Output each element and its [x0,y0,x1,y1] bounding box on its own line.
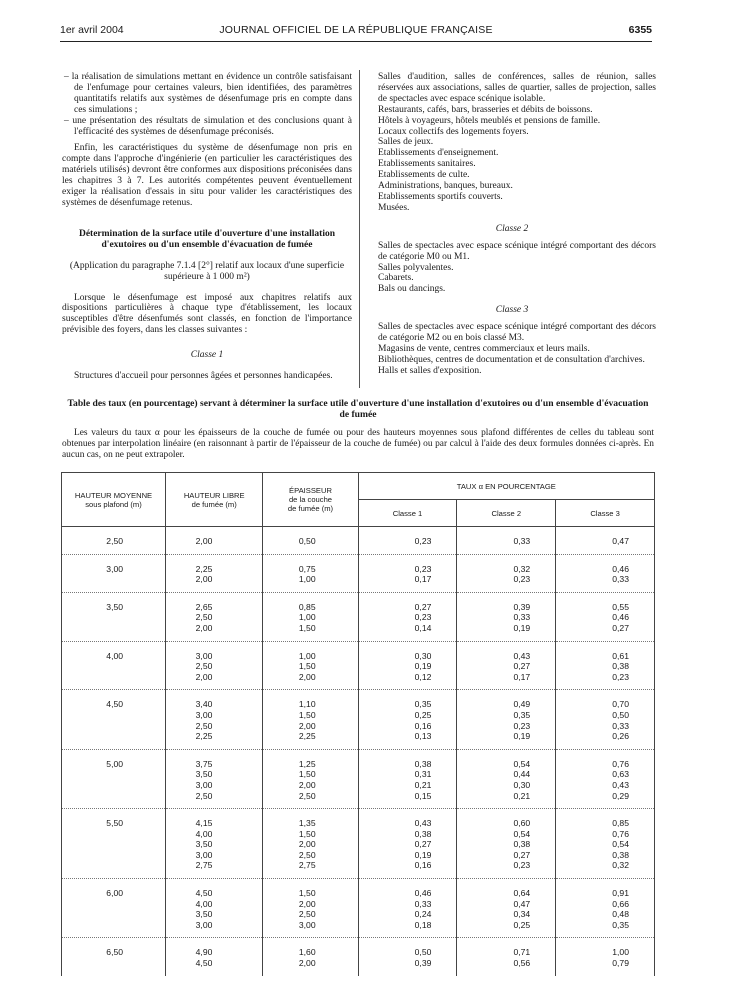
cell-value: 0,38 [414,828,432,839]
cell-value: 0,47 [513,898,531,909]
cell-classe1 [358,641,457,690]
cell-value: 0,63 [612,769,629,780]
cell-epaisseur [263,690,358,749]
cell-hauteur-libre [166,938,263,976]
cell-value: 4,00 [195,828,213,839]
cell-value: 4,50 [195,888,213,899]
table-body [62,527,655,976]
cell-hauteur-libre [166,690,263,749]
cell-value: 2,25 [195,731,213,742]
cell-value: 2,25 [195,563,213,574]
cell-value: 1,10 [298,699,316,710]
list-item: Halls et salles d'exposition. [378,365,482,376]
table-intro: Les valeurs du taux α pour les épaisseurs de la couche de fumée ou pour des hauteurs moyennes sous plafond différentes de celles du tableau sont obtenues par interpolation linéaire (en raisonnant à partir de l'épaisseur de la couche de fumée) ou par calcul à l'aide des deux formules données ci-après. En aucun cas, on ne peut extrapoler. [62,428,654,460]
list-item: Locaux collectifs des logements foyers. [378,126,529,137]
cell-value: 1,50 [298,661,316,672]
list-item: Restaurants, cafés, bars, brasseries et débits de boissons. [378,104,593,115]
cell-value: 0,23 [414,536,432,546]
cell-value: 0,17 [414,574,432,585]
cell-classe1 [358,554,457,592]
cell-hauteur-moyenne [62,809,166,879]
classe1-text: Structures d'accueil pour personnes âgées et personnes handicapées. [74,371,333,382]
cell-value: 0,27 [414,839,432,850]
cell-value: 0,46 [612,612,629,623]
cell-value: 6,00 [106,888,124,899]
table-row [62,879,655,938]
cell-value: 0,61 [612,650,629,661]
cell-value: 0,19 [513,622,531,633]
cell-hauteur-libre [166,592,263,641]
bullet-results: – une présentation des résultats de simulation et des conclusions quant à l'efficacité des systèmes de désenfumage préconisés. [64,115,352,137]
list-item: Etablissements sportifs couverts. [378,191,503,202]
cell-value: 0,35 [414,699,432,710]
list-item: Salles d'audition, salles de conférences, salles de réunion, salles réservées aux associations, salles de quartier, salles de projection, salles de spectacles avec espace scénique isolable. [378,72,656,104]
cell-classe1 [358,809,457,879]
cell-classe2 [457,879,556,938]
cell-classe1 [358,592,457,641]
cell-hauteur-libre [166,879,263,938]
cell-hauteur-libre [166,554,263,592]
cell-value: 0,38 [612,661,629,672]
classe1-list [368,72,656,214]
cell-hauteur-libre [166,749,263,808]
table-row [62,749,655,808]
cell-value: 2,00 [298,898,316,909]
cell-classe2 [457,641,556,690]
cell-value: 4,00 [106,650,124,661]
cell-value: 1,60 [298,947,316,958]
cell-value: 0,15 [414,790,432,801]
cell-epaisseur [263,809,358,879]
cell-value: 4,90 [195,947,213,958]
journal-title: JOURNAL OFFICIEL DE LA RÉPUBLIQUE FRANÇAISE [219,24,493,36]
cell-value: 2,50 [298,790,316,801]
cell-epaisseur [263,879,358,938]
cell-classe3 [556,749,655,808]
cell-value: 2,50 [195,790,213,801]
cell-value: 1,00 [298,650,316,661]
table-row [62,641,655,690]
cell-hauteur-libre [166,527,263,555]
cell-value: 0,43 [513,650,531,661]
cell-value: 0,12 [414,671,432,682]
cell-classe3 [556,554,655,592]
cell-value: 3,00 [195,709,213,720]
cell-value: 0,46 [612,563,629,574]
list-item: Salles de jeux. [378,137,434,148]
right-column [368,72,656,377]
cell-value: 0,33 [612,574,629,585]
cell-classe2 [457,690,556,749]
cell-classe1 [358,879,457,938]
cell-value: 0,32 [612,860,629,871]
cell-value: 0,21 [513,790,531,801]
cell-value: 4,00 [195,898,213,909]
cell-value: 0,35 [612,919,629,930]
cell-value: 2,50 [106,536,124,546]
issue-date: 1er avril 2004 [60,24,124,36]
list-item: Etablissements d'enseignement. [378,148,499,159]
bullet-simulations: – la réalisation de simulations mettant en évidence un contrôle satisfaisant de l'enfumage pour certaines valeurs, bien identifiées, des paramètres quantitatifs relatifs aux systèmes de désenfumage pris en compte dans ces simulations ; [64,72,352,115]
header-epaisseur: ÉPAISSEUR de la couche de fumée (m) [263,473,358,527]
cell-classe2 [457,749,556,808]
cell-value: 4,15 [195,818,213,829]
cell-value: 3,40 [195,699,213,710]
cell-value: 2,00 [195,622,213,633]
cell-value: 0,34 [513,909,531,920]
cell-value: 0,85 [298,601,316,612]
cell-value: 3,50 [106,601,124,612]
cell-value: 0,25 [414,709,432,720]
cell-value: 0,16 [414,720,432,731]
cell-value: 0,75 [298,563,316,574]
cell-value: 0,49 [513,699,531,710]
cell-value: 3,00 [106,563,124,574]
cell-value: 3,50 [195,769,213,780]
cell-value: 0,44 [513,769,531,780]
cell-value: 2,00 [298,720,316,731]
list-item: Salles de spectacles avec espace scénique intégré comportant des décors de catégorie M2 ou en bois classé M3. [378,322,656,344]
cell-value: 0,19 [414,661,432,672]
cell-value: 2,00 [195,536,213,546]
cell-classe1 [358,749,457,808]
cell-value: 2,00 [298,958,316,969]
cell-value: 0,16 [414,860,432,871]
cell-hauteur-moyenne [62,879,166,938]
cell-value: 1,50 [298,769,316,780]
cell-value: 0,79 [612,958,629,969]
cell-value: 0,39 [414,958,432,969]
cell-classe2 [457,554,556,592]
list-item: Cabarets. [378,273,414,284]
cell-epaisseur [263,749,358,808]
cell-hauteur-moyenne [62,592,166,641]
cell-value: 0,27 [414,601,432,612]
cell-classe3 [556,938,655,976]
cell-value: 0,70 [612,699,629,710]
cell-value: 2,75 [195,860,213,871]
table-title: Table des taux (en pourcentage) servant à déterminer la surface utile d'ouverture d'une installation d'exutoires ou d'un ensemble d'évacuation de fumée [67,398,649,420]
column-divider [359,70,360,388]
cell-hauteur-moyenne [62,749,166,808]
list-item: Administrations, banques, bureaux. [378,181,513,192]
cell-value: 0,38 [612,849,629,860]
page-header [60,24,652,42]
cell-classe3 [556,592,655,641]
cell-value: 0,31 [414,769,432,780]
header-classe3: Classe 3 [556,500,655,527]
cell-value: 1,50 [298,709,316,720]
cell-value: 0,32 [513,563,531,574]
classe2-list [368,241,656,296]
cell-epaisseur [263,554,358,592]
cell-value: 0,25 [513,919,531,930]
cell-value: 0,14 [414,622,432,633]
cell-value: 0,54 [513,828,531,839]
cell-hauteur-moyenne [62,938,166,976]
cell-epaisseur [263,527,358,555]
cell-value: 0,33 [513,612,531,623]
cell-epaisseur [263,938,358,976]
cell-value: 0,27 [513,661,531,672]
cell-value: 1,00 [298,574,316,585]
paragraph-caracteristiques: Enfin, les caractéristiques du système de désenfumage non pris en compte dans l'approche d'ingénierie (en particulier les caractéristiques des matériels utilisés) devront être conformes aux dispositions préconisées dans les chapitres 3 à 7. Les autorités compétentes peuvent éventuellement exiger la réalisation d'essais in situ pour valider les caractéristiques des systèmes de désenfumage retenus. [62,143,352,208]
cell-value: 0,23 [612,671,629,682]
cell-value: 0,56 [513,958,531,969]
cell-value: 0,85 [612,818,629,829]
left-column [62,72,352,382]
list-item: Musées. [378,202,410,213]
application-note: (Application du paragraphe 7.1.4 [2°] relatif aux locaux d'une superficie supérieure à 1 000 m²) [69,260,345,282]
cell-value: 4,50 [106,699,124,710]
table-row [62,938,655,976]
page-number: 6355 [628,24,652,36]
cell-epaisseur [263,592,358,641]
cell-value: 1,00 [612,947,629,958]
cell-value: 0,76 [612,758,629,769]
cell-value: 0,38 [513,839,531,850]
list-item: Salles polyvalentes. [378,262,454,273]
cell-value: 0,91 [612,888,629,899]
cell-value: 0,33 [612,720,629,731]
cell-value: 0,23 [513,574,531,585]
cell-value: 3,00 [195,650,213,661]
cell-value: 5,00 [106,758,124,769]
classe3-title: Classe 3 [495,305,529,316]
cell-value: 0,48 [612,909,629,920]
cell-value: 0,27 [612,622,629,633]
cell-classe3 [556,690,655,749]
cell-value: 0,60 [513,818,531,829]
cell-value: 0,35 [513,709,531,720]
cell-value: 0,23 [513,720,531,731]
cell-value: 3,50 [195,909,213,920]
cell-value: 2,75 [298,860,316,871]
cell-hauteur-moyenne [62,641,166,690]
cell-value: 1,35 [298,818,316,829]
header-taux: TAUX α EN POURCENTAGE [358,473,654,500]
cell-value: 0,71 [513,947,531,958]
header-rule [60,41,652,42]
header-hauteur-libre: HAUTEUR LIBRE de fumée (m) [166,473,263,527]
cell-value: 0,39 [513,601,531,612]
cell-classe2 [457,809,556,879]
table-row [62,809,655,879]
cell-value: 0,18 [414,919,432,930]
cell-value: 0,50 [612,709,629,720]
header-hauteur-moyenne: HAUTEUR MOYENNE sous plafond (m) [62,473,166,527]
cell-value: 0,38 [414,758,432,769]
header-classe1: Classe 1 [358,500,457,527]
cell-value: 0,47 [612,536,629,546]
cell-value: 0,23 [414,563,432,574]
list-item: Magasins de vente, centres commerciaux et leurs mails. [378,343,590,354]
cell-classe1 [358,938,457,976]
cell-value: 0,54 [513,758,531,769]
cell-value: 2,00 [298,779,316,790]
cell-value: 3,00 [195,919,213,930]
cell-value: 2,25 [298,731,316,742]
cell-value: 2,50 [195,720,213,731]
list-item: Bibliothèques, centres de documentation et de consultation d'archives. [378,354,645,365]
cell-hauteur-libre [166,809,263,879]
section-heading: Détermination de la surface utile d'ouverture d'une installation d'exutoires ou d'un ensemble d'évacuation de fumée [78,228,336,250]
cell-hauteur-libre [166,641,263,690]
cell-value: 0,19 [513,731,531,742]
cell-value: 0,23 [513,860,531,871]
classe2-title: Classe 2 [495,223,529,234]
cell-classe1 [358,527,457,555]
cell-value: 2,50 [195,612,213,623]
cell-value: 4,50 [195,958,213,969]
cell-value: 2,50 [195,661,213,672]
cell-value: 0,55 [612,601,629,612]
cell-epaisseur [263,641,358,690]
cell-value: 0,66 [612,898,629,909]
cell-value: 0,76 [612,828,629,839]
cell-value: 0,64 [513,888,531,899]
table-row [62,690,655,749]
cell-value: 0,23 [414,612,432,623]
cell-value: 1,00 [298,612,316,623]
cell-value: 2,00 [298,839,316,850]
cell-classe2 [457,592,556,641]
cell-hauteur-moyenne [62,690,166,749]
cell-value: 5,50 [106,818,124,829]
cell-value: 1,50 [298,888,316,899]
cell-value: 1,25 [298,758,316,769]
cell-value: 0,54 [612,839,629,850]
cell-value: 3,75 [195,758,213,769]
table-row [62,527,655,555]
cell-classe3 [556,527,655,555]
list-item: Salles de spectacles avec espace scénique intégré comportant des décors de catégorie M0 ou M1. [378,240,656,262]
cell-value: 0,46 [414,888,432,899]
cell-classe3 [556,879,655,938]
cell-classe2 [457,938,556,976]
cell-value: 3,00 [195,779,213,790]
classe3-list [368,322,656,377]
cell-value: 0,21 [414,779,432,790]
cell-classe3 [556,809,655,879]
list-item: Etablissements sanitaires. [378,159,476,170]
cell-value: 1,50 [298,622,316,633]
cell-value: 2,50 [298,849,316,860]
cell-value: 3,00 [195,849,213,860]
cell-value: 0,33 [414,898,432,909]
cell-value: 0,43 [612,779,629,790]
list-item: Etablissements de culte. [378,170,470,181]
cell-value: 2,65 [195,601,213,612]
cell-value: 0,24 [414,909,432,920]
cell-value: 2,00 [298,671,316,682]
cell-value: 2,00 [195,671,213,682]
table-row [62,554,655,592]
cell-value: 1,50 [298,828,316,839]
header-classe2: Classe 2 [457,500,556,527]
cell-value: 0,30 [513,779,531,790]
cell-value: 0,17 [513,671,531,682]
cell-value: 0,50 [298,536,316,546]
taux-table [61,472,655,976]
cell-classe2 [457,527,556,555]
classe1-title: Classe 1 [190,350,224,361]
cell-value: 0,33 [513,536,531,546]
paragraph-classes: Lorsque le désenfumage est imposé aux chapitres relatifs aux dispositions particulières à chaque type d'établissement, les locaux susceptibles d'être désenfumés sont classés, en fonction de l'importance prévisible des foyers, dans les classes suivantes : [62,292,352,336]
cell-value: 0,19 [414,849,432,860]
cell-hauteur-moyenne [62,554,166,592]
cell-value: 2,00 [195,574,213,585]
cell-value: 3,50 [195,839,213,850]
cell-value: 0,30 [414,650,432,661]
table-row [62,592,655,641]
cell-value: 0,13 [414,731,432,742]
cell-value: 0,27 [513,849,531,860]
cell-value: 6,50 [106,947,124,958]
cell-hauteur-moyenne [62,527,166,555]
cell-value: 0,26 [612,731,629,742]
cell-value: 0,50 [414,947,432,958]
cell-value: 0,29 [612,790,629,801]
list-item: Bals ou dancings. [378,284,446,295]
cell-value: 2,50 [298,909,316,920]
cell-value: 0,43 [414,818,432,829]
cell-classe1 [358,690,457,749]
cell-classe3 [556,641,655,690]
list-item: Hôtels à voyageurs, hôtels meublés et pensions de famille. [378,115,601,126]
cell-value: 3,00 [298,919,316,930]
